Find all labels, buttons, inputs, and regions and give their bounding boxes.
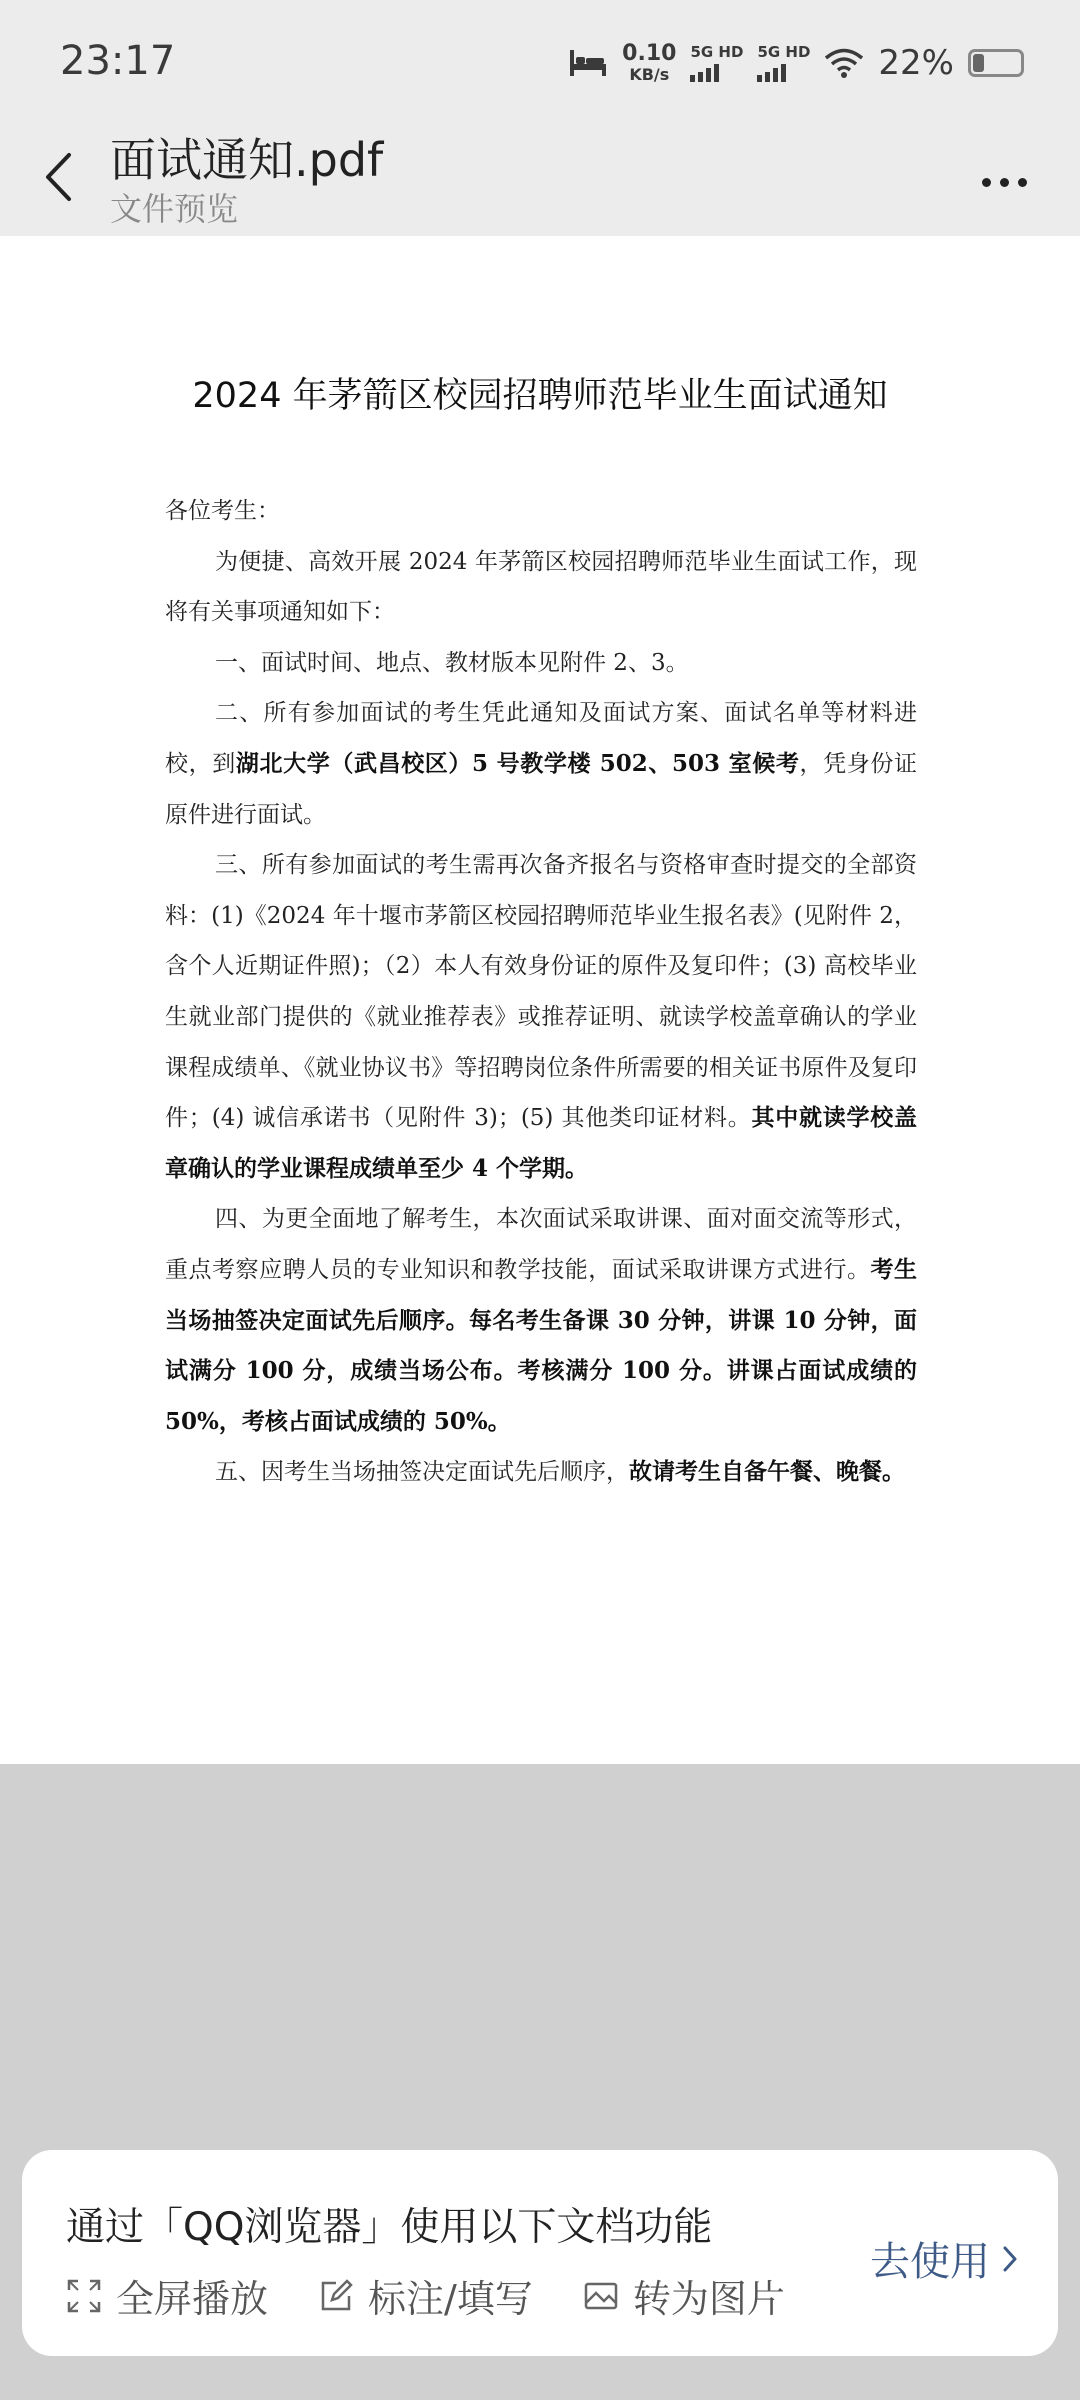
item-4-text: 四、为更全面地了解考生，本次面试采取讲课、面对面交流等形式，重点考察应聘人员的专业知识和教学技能，面试采取讲课方式进行。 [165,1206,917,1283]
app-header [0,124,1080,236]
feature-fullscreen-label: 全屏播放 [116,2277,269,2321]
wifi-icon [824,47,864,79]
chevron-right-icon [1002,2245,1018,2273]
signal-bars-icon [757,64,786,82]
network-speed [622,43,676,83]
item-2-bold-text: 湖北大学（武昌校区）5 号教学楼 502、503 室候考 [235,749,800,777]
image-icon [583,2278,619,2314]
document-heading: 2024 年茅箭区校园招聘师范毕业生面试通知 [192,376,888,416]
more-dot-icon [982,178,991,187]
network-speed-unit: KB/s [629,65,670,84]
back-button[interactable] [28,142,88,212]
status-bar [0,0,1080,124]
intro-paragraph: 为便捷、高效开展 2024 年茅箭区校园招聘师范毕业生面试工作，现将有关事项通知如下： [165,548,917,626]
item-5-text: 五、因考生当场抽签决定面试先后顺序， [215,1459,629,1486]
item-2-text: 二、所有参加面试的考生凭此通知及面试方案、面试名单等材料进校，到 [165,700,917,777]
item-5-paragraph [165,1447,917,1498]
go-use-label: 去使用 [870,2239,990,2285]
feature-annotate[interactable] [318,2268,533,2323]
promo-features [66,2268,785,2323]
battery-percent: 22% [878,43,954,83]
sim1-signal [690,42,744,82]
back-arrow-icon [43,152,73,202]
feature-to-image-label: 转为图片 [632,2277,785,2321]
item-3-text: 三、所有参加面试的考生需再次备齐报名与资格审查时提交的全部资料：(1)《2024 年十堰市茅箭区校园招聘师范毕业生报名表》(见附件 2，含个人近期证件照)；（2）本人有效身份证的原件及复印件；(3) 高校毕业生就业部门提供的《就业推荐表》或推荐证明、就读学校盖章确认的学业课程成绩单、《就业协议书》等招聘岗位条件所需要的相关证书原件及复印件；(4) 诚信承诺书（见附件 3)；(5) 其他类印证材料。 [165,852,917,1132]
sleep-mode-icon [568,46,608,80]
item-2-text-end: ，凭身份证原件进行面试。 [165,750,918,828]
pdf-page[interactable] [0,236,1080,1764]
document-subtitle: 文件预览 [110,190,239,228]
item-2-paragraph [165,688,917,840]
signal-bars-icon [690,64,719,82]
sim2-signal [757,42,811,82]
network-speed-value: 0.10 [622,41,677,66]
edit-icon [318,2278,354,2314]
go-use-button[interactable] [870,2230,1018,2287]
feature-to-image[interactable] [583,2268,785,2323]
fullscreen-icon [66,2278,102,2314]
feature-fullscreen[interactable] [66,2268,268,2323]
status-icons [568,38,1024,88]
sim2-label: 5G HD [757,42,811,61]
item-1-paragraph: 一、面试时间、地点、教材版本见附件 2、3。 [215,649,689,676]
promo-title: 通过「QQ浏览器」使用以下文档功能 [66,2205,713,2250]
feature-annotate-label: 标注/填写 [368,2277,533,2321]
battery-icon [968,49,1024,77]
more-dot-icon [1000,178,1009,187]
item-5-bold-text: 故请考生自备午餐、晚餐。 [629,1458,905,1486]
document-body [165,486,917,1498]
salutation: 各位考生： [165,498,280,524]
document-title: 面试通知.pdf [110,133,384,187]
battery-fill [973,54,984,72]
item-3-paragraph [165,840,917,1194]
more-dot-icon [1018,178,1027,187]
item-4-paragraph [165,1194,917,1447]
item-3-bold-text: 其中就读学校盖章确认的学业课程成绩单至少 4 个学期。 [165,1104,918,1182]
item-4-bold-text: 考生当场抽签决定面试先后顺序。每名考生备课 30 分钟，讲课 10 分钟，面试满分 100 分，成绩当场公布。考核满分 100 分。讲课占面试成绩的 50%，考核占面试成绩的 50%。 [165,1255,918,1435]
more-options-button[interactable] [968,152,1040,212]
sim1-label: 5G HD [690,42,744,61]
qq-browser-promo-card[interactable] [22,2150,1058,2356]
status-time: 23:17 [60,38,176,84]
